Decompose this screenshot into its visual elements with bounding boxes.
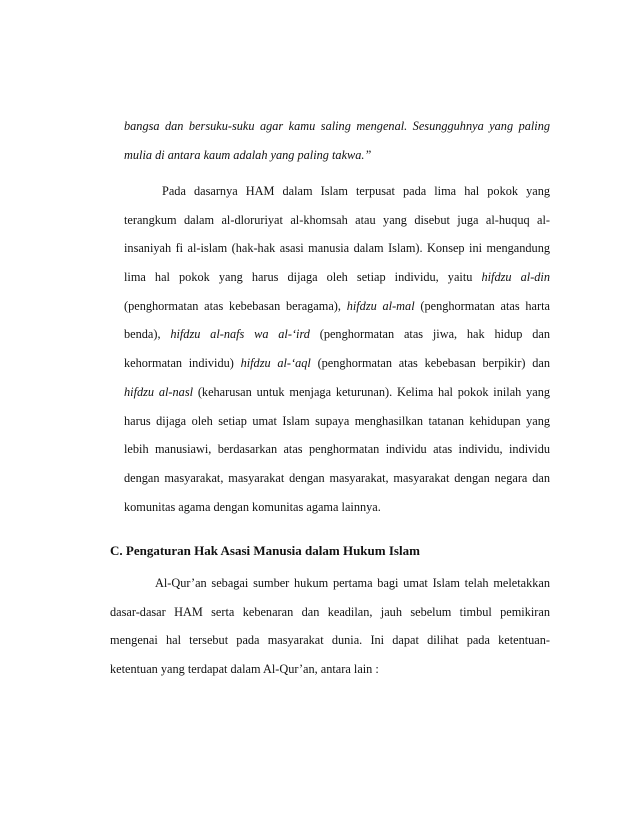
para1-line-11: dengan masyarakat, masyarakat dengan masyarakat, masyarakat dengan negara dan xyxy=(124,471,550,485)
para1-line-12: komunitas agama dengan komunitas agama lainnya. xyxy=(124,500,381,514)
para1-line-5-text-c: (penghormatan atas harta xyxy=(414,299,550,313)
para1-line-6-text-a: benda), xyxy=(124,327,171,341)
term-hifdzu-al-aql: hifdzu al-‘aql xyxy=(240,356,311,370)
para1-line-6-text-c: (penghormatan atas jiwa, hak hidup dan xyxy=(309,327,551,341)
term-hifdzu-al-nasl: hifdzu al-nasl xyxy=(124,385,194,399)
para1-line-4-text: lima hal pokok yang harus dijaga oleh setiap individu, yaitu xyxy=(124,270,482,284)
para2-line-1: Al-Qur’an sebagai sumber hukum pertama bagi umat Islam telah meletakkan xyxy=(155,576,550,590)
quote-line-2 xyxy=(124,147,550,163)
para1-line-8-text-b: (keharusan untuk menjaga keturunan). Kelima hal pokok inilah yang xyxy=(193,385,551,399)
section-heading: C. Pengaturan Hak Asasi Manusia dalam Hukum Islam xyxy=(110,543,420,558)
term-hifdzu-al-mal: hifdzu al-mal xyxy=(346,299,415,313)
para1-line-5 xyxy=(124,298,550,314)
para1-line-7 xyxy=(124,355,550,371)
para1-line-2: terangkum dalam al-dloruriyat al-khomsah atau yang disebut juga al-huquq al- xyxy=(124,213,550,227)
para1-line-10: lebih manusiawi, berdasarkan atas penghormatan individu atas individu, individu xyxy=(124,442,550,456)
para1-line-1: Pada dasarnya HAM dalam Islam terpusat pada lima hal pokok yang xyxy=(162,184,550,198)
term-hifdzu-al-nafs: hifdzu al-nafs wa al-‘ird xyxy=(170,327,310,341)
quote-text-2: mulia di antara kaum adalah yang paling takwa.” xyxy=(124,148,372,162)
para1-line-7-text-c: (penghormatan atas kebebasan berpikir) dan xyxy=(310,356,550,370)
para1-line-7-text-a: kehormatan individu) xyxy=(124,356,241,370)
para1-line-9: harus dijaga oleh setiap umat Islam supaya menghasilkan tatanan kehidupan yang xyxy=(124,414,550,428)
para1-line-3: insaniyah fi al-islam (hak-hak asasi manusia dalam Islam). Konsep ini mengandung xyxy=(124,241,550,255)
para1-line-5-text-a: (penghormatan atas kebebasan beragama), xyxy=(124,299,347,313)
quote-text-1: bangsa dan bersuku-suku agar kamu saling mengenal. Sesungguhnya yang paling xyxy=(124,119,550,133)
para2-line-4: ketentuan yang terdapat dalam Al-Qur’an, antara lain : xyxy=(110,662,379,676)
quote-line-1 xyxy=(124,118,550,134)
term-hifdzu-al-din: hifdzu al-din xyxy=(481,270,550,284)
para1-line-6 xyxy=(124,326,550,342)
para2-line-2: dasar-dasar HAM serta kebenaran dan keadilan, jauh sebelum timbul pemikiran xyxy=(110,605,550,619)
para2-line-3: mengenai hal tersebut pada masyarakat dunia. Ini dapat dilihat pada ketentuan- xyxy=(110,633,550,647)
para1-line-4 xyxy=(124,269,550,285)
para1-line-8 xyxy=(124,384,550,400)
